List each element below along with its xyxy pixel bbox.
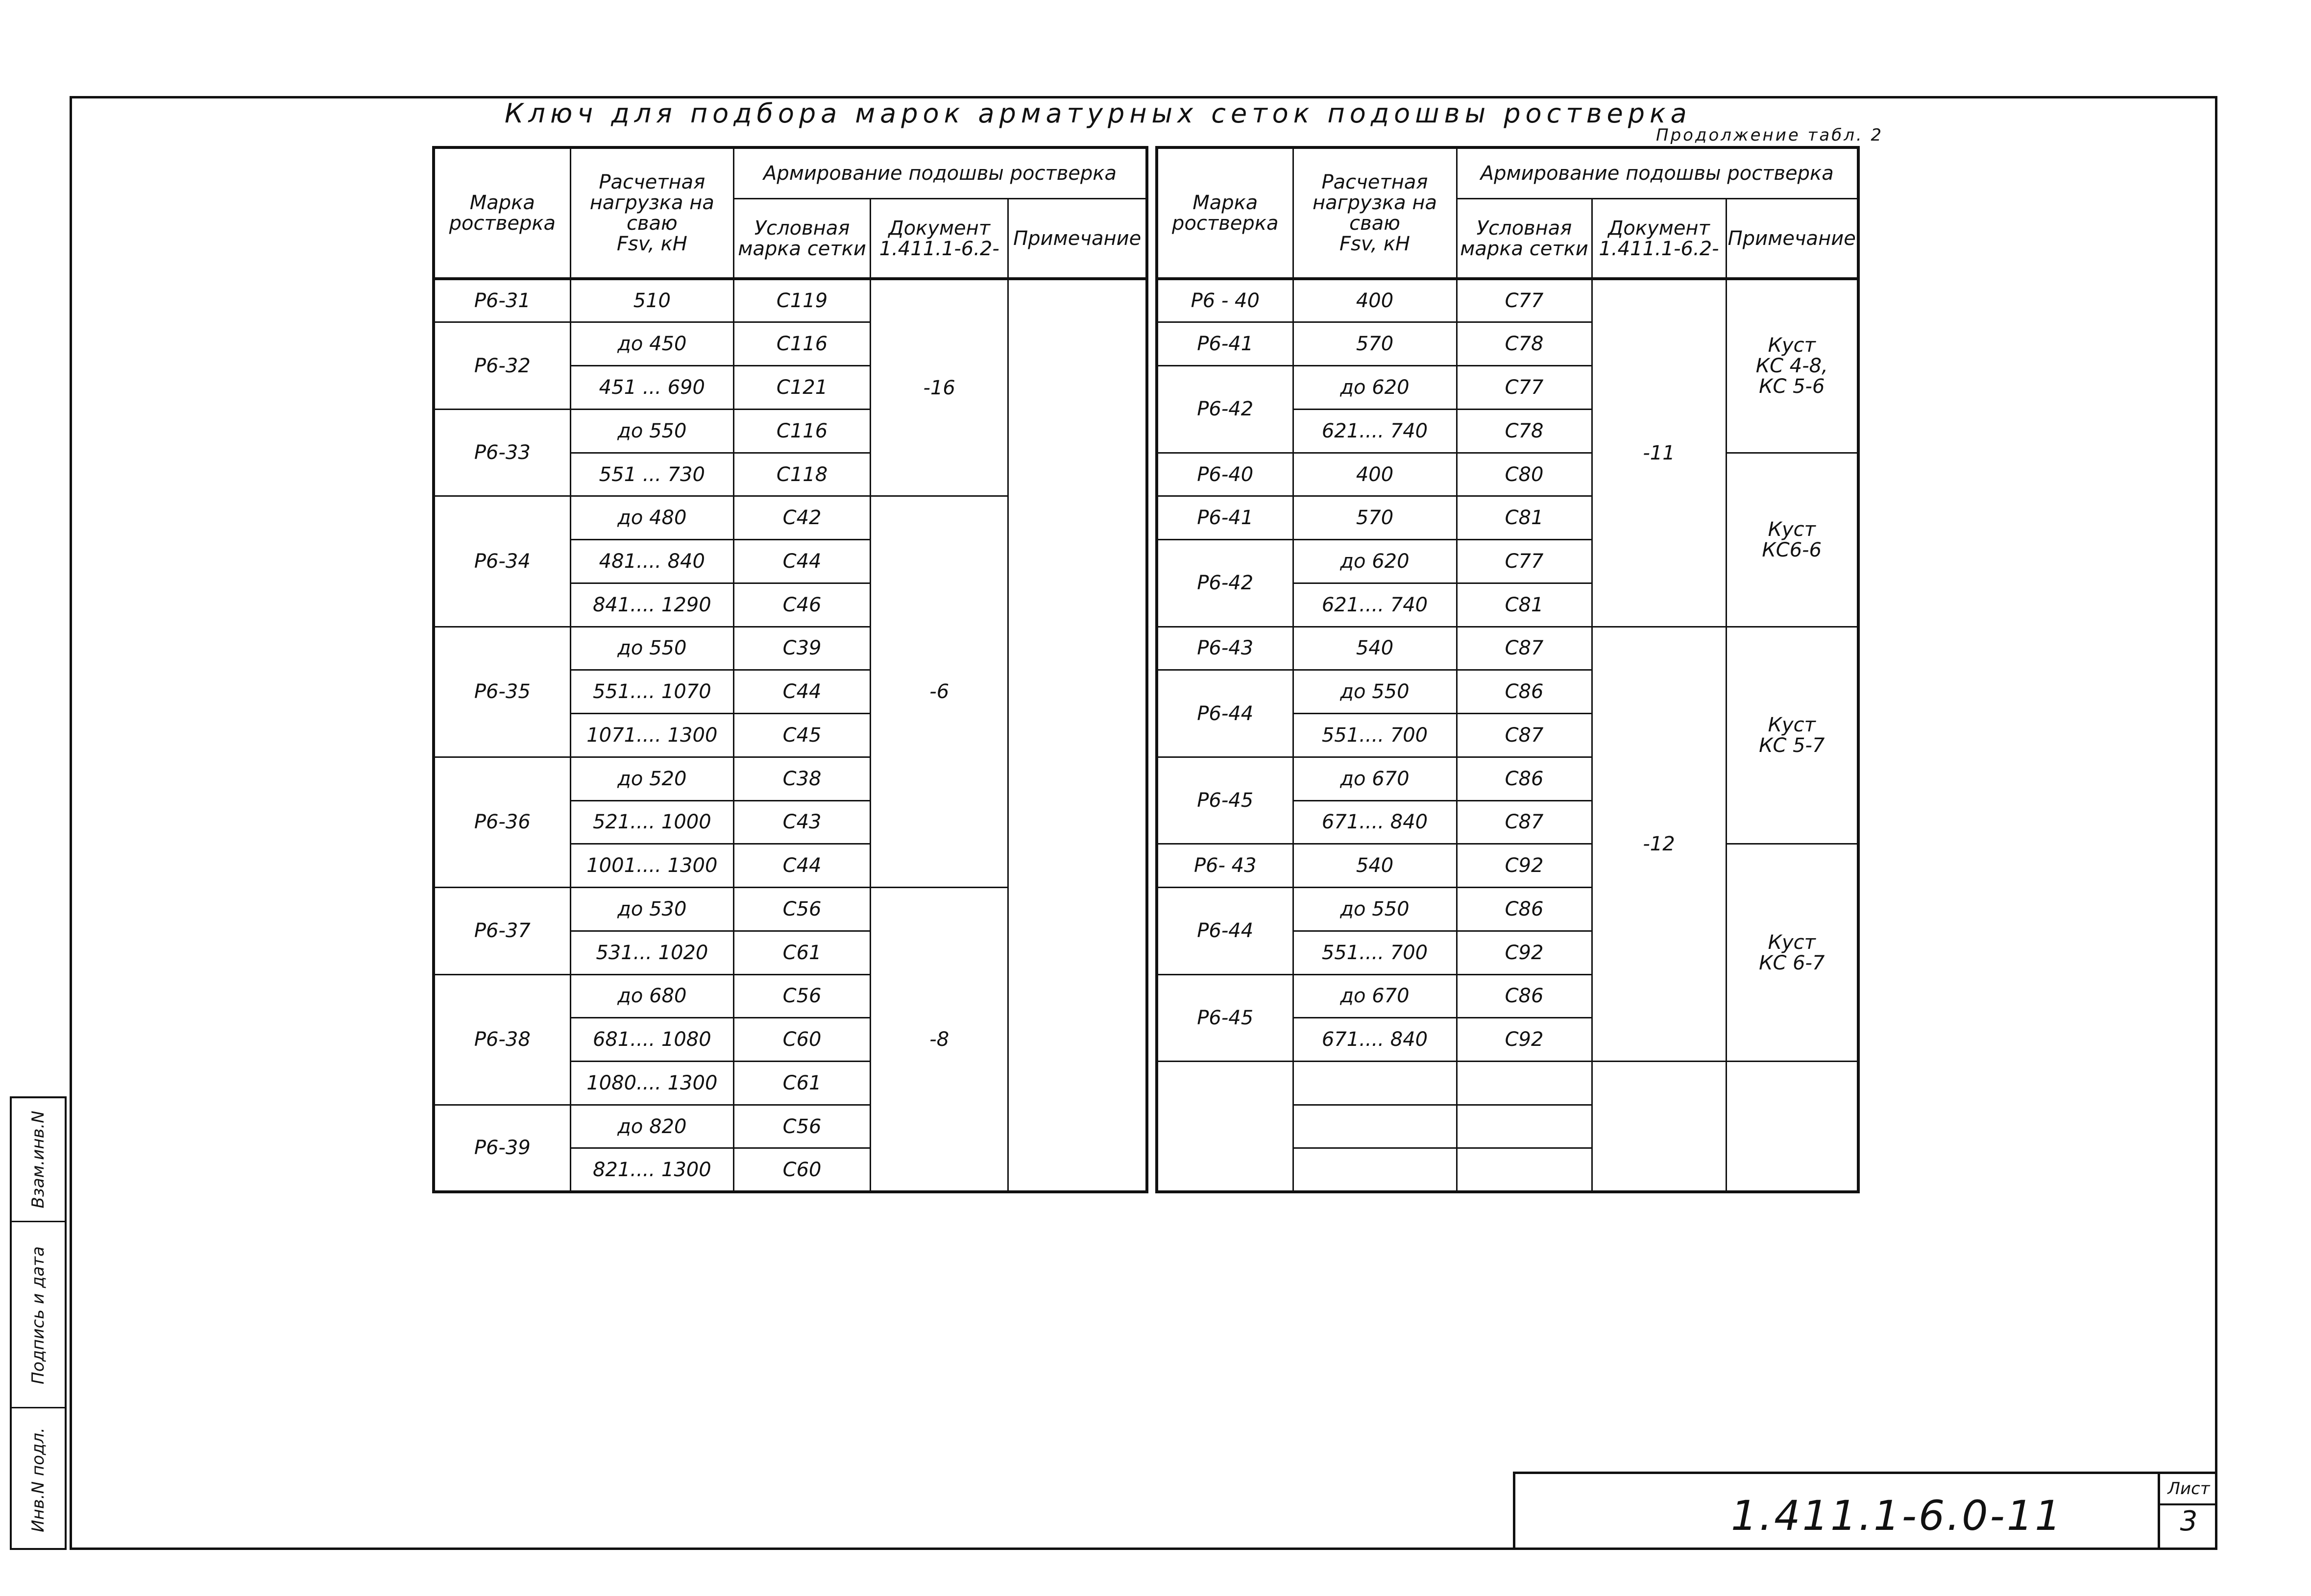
table-cell-mesh: С78 <box>1457 409 1592 453</box>
table-cell-mesh: С116 <box>734 409 871 453</box>
header-document: Документ 1.411.1-6.2- <box>871 199 1008 279</box>
table-cell-load: до 620 <box>1293 366 1457 410</box>
table-cell-load: 1080.... 1300 <box>570 1061 733 1105</box>
table-cell-mesh: С87 <box>1457 714 1592 757</box>
header-load-unit: Fsv, кН <box>1339 233 1410 256</box>
table-cell-load: 551.... 1070 <box>570 670 733 714</box>
table-cell-load: 1071.... 1300 <box>570 714 733 757</box>
table-cell-mesh: С43 <box>734 800 871 844</box>
table-cell-load: до 480 <box>570 496 733 540</box>
table-cell-mark: Р6-41 <box>1157 322 1293 366</box>
table-cell-mesh: С44 <box>734 670 871 714</box>
table-cell-mesh: С87 <box>1457 627 1592 670</box>
table-continuation-note: Продолжение табл. 2 <box>1656 125 1884 145</box>
table-cell-load: 531... 1020 <box>570 931 733 974</box>
table-cell-mesh: С61 <box>734 931 871 974</box>
note-line: Куст <box>1768 931 1816 954</box>
table-cell-load: 551.... 700 <box>1293 931 1457 974</box>
side-stamp-cell <box>12 1098 65 1221</box>
table-cell-mesh: С56 <box>734 888 871 931</box>
table-cell-mesh: С56 <box>734 974 871 1018</box>
table-cell-mesh: С60 <box>734 1018 871 1062</box>
table-cell-load: до 530 <box>570 888 733 931</box>
table-cell-mark: Р6-31 <box>434 279 570 322</box>
note-line: Куст <box>1768 334 1816 357</box>
table-cell-mark: Р6 - 40 <box>1157 279 1293 322</box>
table-cell-mesh: С116 <box>734 322 871 366</box>
table-cell-load: 1001.... 1300 <box>570 844 733 888</box>
table-cell-mesh: С81 <box>1457 583 1592 627</box>
table-cell-mark: Р6-36 <box>434 757 570 887</box>
table-cell-mesh: С45 <box>734 714 871 757</box>
table-cell-mark: Р6-40 <box>1157 453 1293 496</box>
left-key-table <box>432 146 1148 1193</box>
note-line: КС 5-7 <box>1759 734 1825 757</box>
table-cell-load: 621.... 740 <box>1293 409 1457 453</box>
table-cell-load: до 550 <box>570 409 733 453</box>
note-line: КС 5-6 <box>1759 375 1825 398</box>
table-cell-load: до 450 <box>570 322 733 366</box>
table-cell-mesh: С78 <box>1457 322 1592 366</box>
table-cell-note <box>1726 453 1858 627</box>
table-cell-mark: Р6-39 <box>434 1105 570 1192</box>
sheet-number: 3 <box>2180 1505 2198 1537</box>
table-cell-load: 510 <box>570 279 733 322</box>
side-stamp <box>10 1096 67 1550</box>
table-cell-mesh: С44 <box>734 540 871 583</box>
note-line: КС 6-7 <box>1759 951 1825 974</box>
table-cell-mark: Р6-37 <box>434 888 570 974</box>
table-cell-document: -12 <box>1592 627 1726 1061</box>
table-cell-load: до 670 <box>1293 974 1457 1018</box>
table-cell-document: -6 <box>871 496 1008 888</box>
table-cell-document: -8 <box>871 888 1008 1192</box>
table-cell-mark: Р6-41 <box>1157 496 1293 540</box>
page-title: Ключ для подбора марок арматурных сеток подошвы ростверка <box>505 98 1692 129</box>
table-cell-mesh: С119 <box>734 279 871 322</box>
table-cell-note <box>1726 279 1858 453</box>
table-cell-mesh: С86 <box>1457 757 1592 800</box>
sheet-box <box>2158 1474 2217 1550</box>
side-stamp-cell <box>12 1221 65 1408</box>
table-cell-load: 551 ... 730 <box>570 453 733 496</box>
header-reinforcement: Армирование подошвы ростверка <box>1457 147 1858 199</box>
header-load <box>1293 147 1457 279</box>
side-stamp-label: Подпись и дата <box>28 1246 48 1384</box>
table-cell-load: до 550 <box>570 627 733 670</box>
table-cell-mesh: С81 <box>1457 496 1592 540</box>
table-cell-mesh: С77 <box>1457 366 1592 410</box>
table-cell-mesh: С60 <box>734 1148 871 1192</box>
title-block <box>1513 1472 2217 1550</box>
table-cell-mesh: С80 <box>1457 453 1592 496</box>
table-cell-mark: Р6-38 <box>434 974 570 1105</box>
table-cell-mesh: С86 <box>1457 670 1592 714</box>
table-cell-empty <box>1457 1105 1592 1148</box>
table-cell-mark: Р6-45 <box>1157 974 1293 1061</box>
table-cell-load: до 670 <box>1293 757 1457 800</box>
table-cell-load: до 820 <box>570 1105 733 1148</box>
header-reinforcement: Армирование подошвы ростверка <box>734 147 1147 199</box>
table-cell-load: 551.... 700 <box>1293 714 1457 757</box>
table-cell-load: 671.... 840 <box>1293 800 1457 844</box>
table-cell-mesh: С38 <box>734 757 871 800</box>
table-cell-empty <box>1157 1061 1293 1192</box>
table-cell-load: 621.... 740 <box>1293 583 1457 627</box>
table-cell-mesh: С92 <box>1457 1018 1592 1062</box>
table-cell-mesh: С39 <box>734 627 871 670</box>
table-cell-load: 671.... 840 <box>1293 1018 1457 1062</box>
table-cell-mesh: С92 <box>1457 844 1592 888</box>
table-cell-load: 821.... 1300 <box>570 1148 733 1192</box>
table-cell-mesh: С87 <box>1457 800 1592 844</box>
note-line: Куст <box>1768 518 1816 541</box>
table-cell-load: 570 <box>1293 322 1457 366</box>
header-mark: Марка ростверка <box>1157 147 1293 279</box>
table-cell-mesh: С86 <box>1457 888 1592 931</box>
table-cell-note <box>1008 279 1147 1192</box>
header-load-unit: Fsv, кН <box>616 233 687 256</box>
document-number: 1.411.1-6.0-11 <box>1731 1492 2063 1540</box>
table-cell-load: 841.... 1290 <box>570 583 733 627</box>
header-mesh-mark: Условная марка сетки <box>1457 199 1592 279</box>
table-cell-mesh: С56 <box>734 1105 871 1148</box>
table-cell-mark: Р6-35 <box>434 627 570 757</box>
table-cell-mark: Р6-45 <box>1157 757 1293 844</box>
header-note: Примечание <box>1726 199 1858 279</box>
table-cell-mark: Р6-32 <box>434 322 570 409</box>
table-cell-mark: Р6-42 <box>1157 366 1293 453</box>
table-cell-mark: Р6-34 <box>434 496 570 627</box>
table-cell-empty <box>1726 1061 1858 1192</box>
table-cell-load: 451 ... 690 <box>570 366 733 410</box>
table-cell-mesh: С86 <box>1457 974 1592 1018</box>
header-note: Примечание <box>1008 199 1147 279</box>
note-line: КС6-6 <box>1762 538 1822 561</box>
note-line: КС 4-8, <box>1755 355 1828 378</box>
table-cell-empty <box>1457 1061 1592 1105</box>
right-key-table <box>1155 146 1860 1193</box>
table-cell-mark: Р6- 43 <box>1157 844 1293 888</box>
table-cell-mesh: С46 <box>734 583 871 627</box>
table-cell-load: 681.... 1080 <box>570 1018 733 1062</box>
table-cell-empty <box>1293 1061 1457 1105</box>
table-cell-empty <box>1592 1061 1726 1192</box>
table-cell-load: 481.... 840 <box>570 540 733 583</box>
table-cell-load: до 550 <box>1293 670 1457 714</box>
table-cell-mark: Р6-43 <box>1157 627 1293 670</box>
table-cell-mesh: С61 <box>734 1061 871 1105</box>
table-cell-mesh: С44 <box>734 844 871 888</box>
table-cell-load: 540 <box>1293 844 1457 888</box>
header-mesh-mark: Условная марка сетки <box>734 199 871 279</box>
table-cell-load: 400 <box>1293 279 1457 322</box>
table-cell-mesh: С121 <box>734 366 871 410</box>
table-cell-mesh: С92 <box>1457 931 1592 974</box>
side-stamp-label: Инв.N подл. <box>28 1427 48 1532</box>
header-document: Документ 1.411.1-6.2- <box>1592 199 1726 279</box>
header-load-text: Расчетная нагрузка на сваю <box>1312 171 1437 235</box>
table-cell-load: до 620 <box>1293 540 1457 583</box>
header-load-text: Расчетная нагрузка на сваю <box>589 171 714 235</box>
table-cell-mesh: С118 <box>734 453 871 496</box>
table-cell-note <box>1726 844 1858 1062</box>
table-cell-mesh: С77 <box>1457 279 1592 322</box>
table-cell-load: 521.... 1000 <box>570 800 733 844</box>
table-cell-load: 570 <box>1293 496 1457 540</box>
table-cell-load: до 520 <box>570 757 733 800</box>
side-stamp-label: Взам.инв.N <box>28 1111 48 1209</box>
table-cell-mark: Р6-42 <box>1157 540 1293 627</box>
table-cell-load: до 550 <box>1293 888 1457 931</box>
table-cell-mark: Р6-33 <box>434 409 570 496</box>
table-cell-load: 400 <box>1293 453 1457 496</box>
header-load <box>570 147 733 279</box>
table-cell-load: 540 <box>1293 627 1457 670</box>
table-cell-mark: Р6-44 <box>1157 670 1293 757</box>
table-cell-note <box>1726 627 1858 844</box>
note-line: Куст <box>1768 713 1816 736</box>
table-cell-empty <box>1293 1148 1457 1192</box>
table-cell-empty <box>1293 1105 1457 1148</box>
table-cell-document: -16 <box>871 279 1008 496</box>
side-stamp-cell <box>12 1407 65 1551</box>
table-cell-document: -11 <box>1592 279 1726 627</box>
table-cell-mesh: С77 <box>1457 540 1592 583</box>
table-cell-empty <box>1457 1148 1592 1192</box>
table-cell-mark: Р6-44 <box>1157 888 1293 974</box>
header-mark: Марка ростверка <box>434 147 570 279</box>
sheet-label: Лист <box>2160 1474 2217 1505</box>
table-cell-load: до 680 <box>570 974 733 1018</box>
table-cell-mesh: С42 <box>734 496 871 540</box>
